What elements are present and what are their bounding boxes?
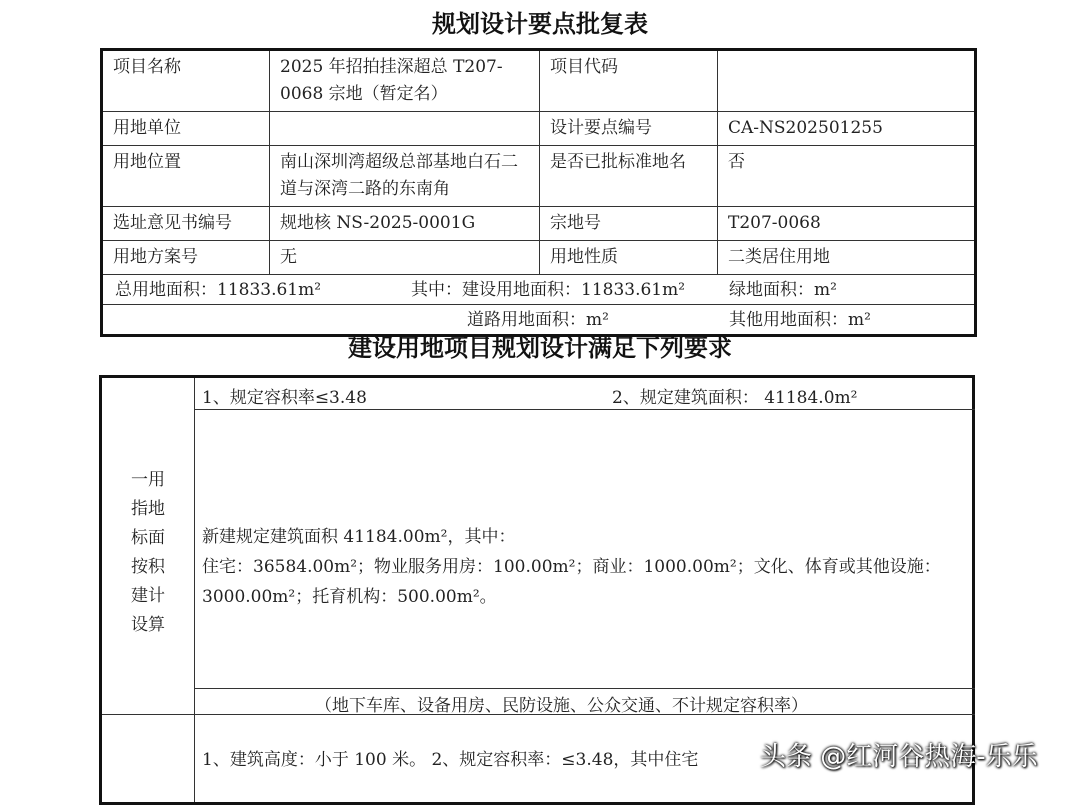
row-divider [194, 688, 975, 689]
location-label: 用地位置 [102, 146, 270, 207]
watermark: 头条 @红河谷热海-乐乐 [760, 742, 1038, 772]
land-nature-label: 用地性质 [540, 241, 718, 275]
other-area: 其他用地面积：m² [729, 310, 871, 330]
section-label-cell [102, 378, 195, 802]
gfa-detail-line: 新建规定建筑面积 41184.00m²，其中： [202, 527, 516, 547]
approval-table [100, 48, 977, 337]
land-plan-label: 用地方案号 [102, 241, 270, 275]
land-plan-value: 无 [270, 241, 540, 275]
section-label-char: 按积 [131, 557, 165, 577]
document-title: 规划设计要点批复表 [432, 9, 648, 38]
gfa-detail [202, 522, 972, 612]
row-divider [194, 409, 975, 410]
section-label-char: 指地 [131, 499, 165, 519]
construction-area: 其中：建设用地面积：11833.61m² [411, 280, 686, 300]
design-code-label: 设计要点编号 [540, 112, 718, 146]
section-label [130, 466, 166, 640]
section-label-char: 建计 [131, 586, 165, 606]
section-title: 建设用地项目规划设计满足下列要求 [348, 333, 732, 362]
land-unit-label: 用地单位 [102, 112, 270, 146]
height-and-far-row: 1、建筑高度：小于 100 米。 2、规定容积率：≤3.48，其中住宅 [202, 750, 699, 770]
gfa-detail-line: 住宅：36584.00m²；物业服务用房：100.00m²；商业：1000.00m²；文化、体育或其他设施：3000.00m²；托育机构：500.00m²。 [202, 557, 941, 607]
exclusions-note: （地下车库、设备用房、民防设施、公众交通、不计规定容积率） [315, 696, 808, 716]
site-opinion-value: 规地核 NS-2025-0001G [270, 207, 540, 241]
road-area: 道路用地面积：m² [467, 310, 609, 330]
land-nature-value: 二类居住用地 [718, 241, 976, 275]
section-label-char: 标面 [131, 528, 165, 548]
area-summary-row [102, 275, 976, 305]
project-code-value [718, 50, 976, 112]
total-area: 总用地面积：11833.61m² [115, 280, 322, 300]
project-code-label: 项目代码 [540, 50, 718, 112]
parcel-no-label: 宗地号 [540, 207, 718, 241]
standard-name-value: 否 [718, 146, 976, 207]
standard-name-label: 是否已批标准地名 [540, 146, 718, 207]
land-unit-value [270, 112, 540, 146]
location-value: 南山深圳湾超级总部基地白石二道与深湾二路的东南角 [270, 146, 540, 207]
parcel-no-value: T207-0068 [718, 207, 976, 241]
section-label-char: 一用 [131, 470, 165, 490]
site-opinion-label: 选址意见书编号 [102, 207, 270, 241]
section-label-char: 设算 [131, 615, 165, 635]
gfa-limit: 2、规定建筑面积： 41184.0m² [612, 388, 858, 408]
far-limit: 1、规定容积率≤3.48 [202, 388, 367, 408]
green-area: 绿地面积：m² [729, 280, 837, 300]
project-name-label: 项目名称 [102, 50, 270, 112]
project-name-value: 2025 年招拍挂深超总 T207-0068 宗地（暂定名） [270, 50, 540, 112]
design-code-value: CA-NS202501255 [718, 112, 976, 146]
